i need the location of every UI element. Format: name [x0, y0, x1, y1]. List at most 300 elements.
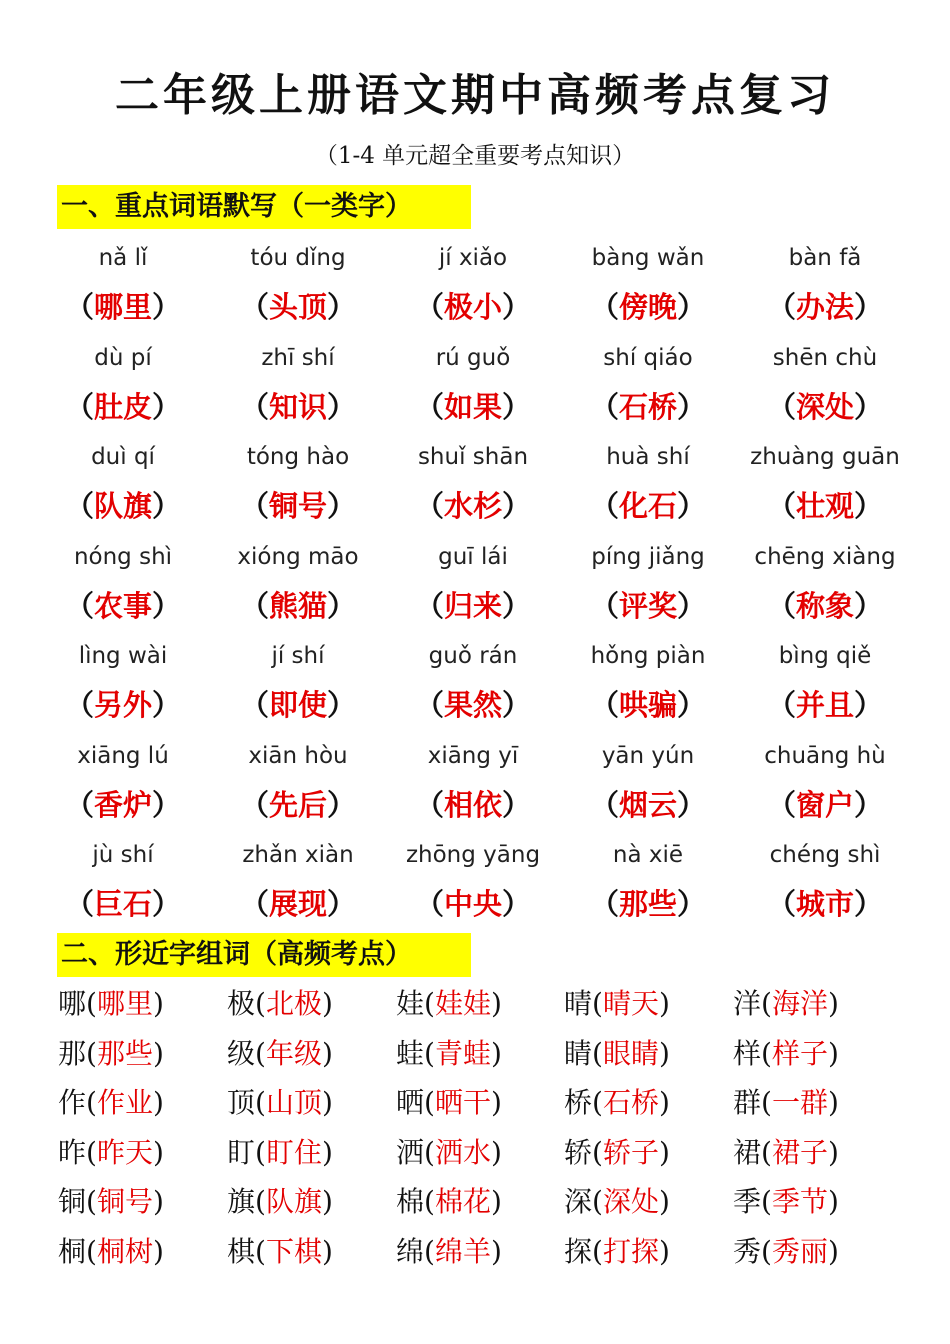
answer-word: 深处: [795, 389, 854, 424]
open-paren: （: [64, 588, 94, 623]
open-paren: (: [255, 1135, 266, 1169]
pinyin-label: yān yún: [601, 742, 695, 769]
vocabulary-answer: [560, 486, 736, 526]
open-paren: （: [64, 787, 94, 822]
close-paren: ): [152, 987, 164, 1020]
compound-word: 秀丽: [771, 1235, 828, 1268]
character: 哪: [58, 987, 87, 1020]
open-paren: （: [589, 290, 619, 324]
similar-character-entry: [396, 1232, 502, 1272]
pinyin-label: rú guǒ: [435, 344, 511, 371]
character: 桥: [564, 1086, 593, 1120]
similar-character-entry: [227, 1182, 333, 1222]
answer-word: 化石: [618, 489, 677, 523]
open-paren: (: [424, 1185, 435, 1219]
compound-word: 盯住: [265, 1135, 322, 1169]
character: 铜: [58, 1185, 87, 1219]
close-paren: ）: [152, 688, 182, 722]
close-paren: ): [658, 1086, 670, 1120]
close-paren: ）: [152, 787, 182, 822]
open-paren: （: [64, 887, 94, 921]
close-paren: ): [490, 1185, 502, 1219]
pinyin-label: zhǎn xiàn: [242, 842, 354, 868]
open-paren: （: [589, 787, 619, 822]
answer-word: 农事: [93, 588, 152, 623]
close-paren: ): [658, 987, 670, 1020]
open-paren: (: [761, 1185, 772, 1219]
character: 轿: [564, 1135, 593, 1169]
vocabulary-answer: [560, 785, 736, 825]
pinyin-label: hǒng piàn: [590, 643, 706, 669]
open-paren: (: [86, 1135, 97, 1169]
pinyin-label: tóu dǐng: [250, 245, 346, 271]
open-paren: （: [239, 688, 269, 722]
answer-word: 窗户: [795, 787, 854, 822]
close-paren: ）: [152, 389, 182, 424]
pinyin-label: zhuàng guān: [750, 444, 900, 470]
open-paren: (: [255, 1086, 266, 1120]
vocabulary-answer: [35, 586, 211, 626]
vocabulary-answer: [35, 486, 211, 526]
character: 群: [733, 1086, 762, 1120]
character: 晒: [396, 1086, 425, 1120]
similar-character-entry: [58, 1232, 164, 1272]
answer-word: 香炉: [93, 787, 152, 822]
open-paren: (: [86, 1086, 97, 1120]
answer-word: 石桥: [618, 389, 677, 424]
compound-word: 一群: [771, 1086, 828, 1120]
vocabulary-answer: [35, 387, 211, 427]
compound-word: 下棋: [265, 1235, 322, 1268]
close-paren: ): [827, 987, 839, 1020]
answer-word: 称象: [795, 588, 854, 623]
vocabulary-answer: [210, 884, 386, 924]
section-heading-vocabulary: 一、重点词语默写（一类字）: [57, 185, 471, 229]
close-paren: ): [490, 987, 502, 1020]
open-paren: (: [86, 1036, 97, 1070]
close-paren: ）: [152, 588, 182, 623]
similar-character-entry: [564, 1232, 670, 1272]
similar-character-entry: [564, 1133, 670, 1173]
open-paren: （: [239, 887, 269, 921]
close-paren: ）: [854, 787, 884, 822]
open-paren: （: [239, 787, 269, 822]
character: 旗: [227, 1185, 256, 1219]
pinyin-label: nà xiē: [612, 842, 684, 868]
close-paren: ): [658, 1036, 670, 1070]
vocabulary-answer: [737, 685, 913, 725]
close-paren: ）: [502, 489, 532, 523]
close-paren: ): [658, 1185, 670, 1219]
open-paren: (: [424, 987, 435, 1020]
open-paren: (: [761, 1036, 772, 1070]
similar-character-entry: [564, 1083, 670, 1123]
close-paren: ）: [152, 887, 182, 921]
compound-word: 石桥: [602, 1086, 659, 1120]
answer-word: 傍晚: [618, 290, 677, 324]
character: 昨: [58, 1135, 87, 1169]
similar-character-entry: [564, 984, 670, 1024]
compound-word: 海洋: [771, 987, 828, 1020]
vocabulary-answer: [560, 287, 736, 327]
close-paren: ）: [677, 290, 707, 324]
open-paren: (: [424, 1036, 435, 1070]
similar-character-entry: [396, 1083, 502, 1123]
close-paren: ): [658, 1235, 670, 1268]
open-paren: （: [589, 688, 619, 722]
similar-character-entry: [58, 1133, 164, 1173]
compound-word: 那些: [96, 1036, 153, 1070]
vocabulary-answer: [560, 685, 736, 725]
similar-character-entry: [58, 1034, 164, 1074]
close-paren: ）: [854, 688, 884, 722]
close-paren: ）: [327, 389, 357, 424]
open-paren: （: [414, 588, 444, 623]
open-paren: （: [64, 489, 94, 523]
open-paren: （: [239, 588, 269, 623]
compound-word: 季节: [771, 1185, 828, 1219]
open-paren: (: [255, 1036, 266, 1070]
open-paren: (: [592, 1135, 603, 1169]
close-paren: ): [321, 1086, 333, 1120]
character: 晴: [564, 987, 593, 1020]
similar-character-entry: [58, 1182, 164, 1222]
compound-word: 哪里: [96, 987, 153, 1020]
character: 深: [564, 1185, 593, 1219]
close-paren: ): [827, 1135, 839, 1169]
compound-word: 绵羊: [434, 1235, 491, 1268]
open-paren: (: [592, 1235, 603, 1268]
close-paren: ）: [152, 290, 182, 324]
close-paren: ): [490, 1036, 502, 1070]
compound-word: 晒干: [434, 1086, 491, 1120]
close-paren: ): [152, 1185, 164, 1219]
similar-character-entry: [227, 1083, 333, 1123]
close-paren: ): [827, 1235, 839, 1268]
vocabulary-answer: [35, 685, 211, 725]
pinyin-label: shí qiáo: [603, 344, 693, 371]
vocabulary-answer: [737, 884, 913, 924]
open-paren: （: [239, 389, 269, 424]
vocabulary-answer: [737, 785, 913, 825]
open-paren: （: [589, 389, 619, 424]
compound-word: 眼睛: [602, 1036, 659, 1070]
compound-word: 铜号: [96, 1185, 153, 1219]
similar-character-entry: [733, 1182, 839, 1222]
open-paren: (: [424, 1086, 435, 1120]
pinyin-label: tóng hào: [246, 444, 350, 470]
pinyin-label: xióng māo: [237, 543, 359, 570]
answer-word: 肚皮: [93, 389, 152, 424]
open-paren: (: [761, 1135, 772, 1169]
pinyin-label: chuāng hù: [764, 742, 886, 769]
close-paren: ）: [854, 588, 884, 623]
open-paren: (: [761, 987, 772, 1020]
pinyin-label: duì qí: [91, 444, 155, 470]
answer-word: 并且: [795, 688, 854, 722]
close-paren: ): [490, 1235, 502, 1268]
open-paren: （: [766, 389, 796, 424]
vocabulary-answer: [560, 884, 736, 924]
answer-word: 头顶: [268, 290, 327, 324]
vocabulary-answer: [385, 387, 561, 427]
close-paren: ）: [327, 787, 357, 822]
pinyin-label: jù shí: [92, 842, 154, 868]
vocabulary-answer: [737, 287, 913, 327]
pinyin-label: guǒ rán: [428, 643, 518, 669]
open-paren: (: [761, 1086, 772, 1120]
open-paren: （: [766, 787, 796, 822]
vocabulary-answer: [737, 486, 913, 526]
close-paren: ）: [327, 489, 357, 523]
close-paren: ）: [502, 588, 532, 623]
open-paren: (: [86, 1185, 97, 1219]
close-paren: ): [321, 1185, 333, 1219]
similar-character-entry: [227, 1232, 333, 1272]
close-paren: ): [152, 1235, 164, 1268]
page-title: 二年级上册语文期中高频考点复习: [115, 70, 835, 121]
vocabulary-answer: [385, 884, 561, 924]
answer-word: 中央: [443, 887, 502, 921]
character: 睛: [564, 1036, 593, 1070]
character: 洋: [733, 987, 762, 1020]
close-paren: ）: [854, 389, 884, 424]
close-paren: ）: [677, 389, 707, 424]
vocabulary-answer: [385, 785, 561, 825]
compound-word: 年级: [265, 1036, 322, 1070]
vocabulary-answer: [737, 586, 913, 626]
answer-word: 先后: [268, 787, 327, 822]
close-paren: ）: [502, 787, 532, 822]
pinyin-label: píng jiǎng: [591, 543, 705, 570]
compound-word: 洒水: [434, 1135, 491, 1169]
open-paren: （: [414, 787, 444, 822]
compound-word: 队旗: [265, 1185, 322, 1219]
character: 那: [58, 1036, 87, 1070]
similar-character-entry: [733, 1232, 839, 1272]
open-paren: （: [589, 489, 619, 523]
close-paren: ): [321, 1135, 333, 1169]
close-paren: ）: [677, 588, 707, 623]
close-paren: ）: [677, 887, 707, 921]
answer-word: 相依: [443, 787, 502, 822]
answer-word: 极小: [443, 290, 502, 324]
character: 级: [227, 1036, 256, 1070]
open-paren: (: [255, 987, 266, 1020]
close-paren: ): [827, 1086, 839, 1120]
close-paren: ): [827, 1185, 839, 1219]
character: 洒: [396, 1135, 425, 1169]
answer-word: 壮观: [795, 489, 854, 523]
pinyin-label: chéng shì: [769, 842, 881, 868]
pinyin-label: xiāng lú: [77, 742, 169, 769]
similar-character-entry: [733, 1083, 839, 1123]
open-paren: （: [414, 389, 444, 424]
compound-word: 打探: [602, 1235, 659, 1268]
similar-character-entry: [733, 1034, 839, 1074]
character: 样: [733, 1036, 762, 1070]
open-paren: （: [414, 489, 444, 523]
compound-word: 桐树: [96, 1235, 153, 1268]
answer-word: 展现: [268, 887, 327, 921]
close-paren: ）: [854, 290, 884, 324]
close-paren: ): [827, 1036, 839, 1070]
answer-word: 知识: [268, 389, 327, 424]
pinyin-label: bàn fǎ: [788, 245, 862, 271]
similar-character-entry: [227, 1133, 333, 1173]
character: 季: [733, 1185, 762, 1219]
open-paren: （: [766, 489, 796, 523]
close-paren: ): [490, 1135, 502, 1169]
compound-word: 晴天: [602, 987, 659, 1020]
pinyin-label: xiān hòu: [248, 742, 348, 769]
close-paren: ): [490, 1086, 502, 1120]
close-paren: ）: [854, 887, 884, 921]
answer-word: 水杉: [443, 489, 502, 523]
answer-word: 如果: [443, 389, 502, 424]
close-paren: ）: [502, 290, 532, 324]
close-paren: ）: [677, 489, 707, 523]
answer-word: 城市: [795, 887, 854, 921]
compound-word: 样子: [771, 1036, 828, 1070]
character: 棋: [227, 1235, 256, 1268]
open-paren: （: [64, 389, 94, 424]
pinyin-label: huà shí: [606, 444, 690, 470]
open-paren: （: [766, 887, 796, 921]
pinyin-label: zhī shí: [261, 344, 335, 371]
similar-character-entry: [396, 1034, 502, 1074]
open-paren: （: [414, 688, 444, 722]
pinyin-label: bàng wǎn: [591, 245, 705, 271]
character: 桐: [58, 1235, 87, 1268]
answer-word: 烟云: [618, 787, 677, 822]
similar-character-entry: [733, 984, 839, 1024]
vocabulary-answer: [35, 785, 211, 825]
compound-word: 棉花: [434, 1185, 491, 1219]
open-paren: (: [86, 987, 97, 1020]
similar-character-entry: [396, 984, 502, 1024]
close-paren: ): [152, 1135, 164, 1169]
close-paren: ）: [327, 588, 357, 623]
close-paren: ): [321, 987, 333, 1020]
close-paren: ）: [152, 489, 182, 523]
close-paren: ）: [502, 887, 532, 921]
open-paren: (: [255, 1235, 266, 1268]
pinyin-label: shuǐ shān: [417, 444, 529, 470]
compound-word: 轿子: [602, 1135, 659, 1169]
vocabulary-answer: [737, 387, 913, 427]
vocabulary-answer: [560, 586, 736, 626]
character: 棉: [396, 1185, 425, 1219]
answer-word: 即使: [268, 688, 327, 722]
open-paren: （: [64, 688, 94, 722]
close-paren: ）: [327, 887, 357, 921]
answer-word: 评奖: [618, 588, 677, 623]
open-paren: (: [424, 1135, 435, 1169]
vocabulary-answer: [35, 287, 211, 327]
close-paren: ）: [677, 787, 707, 822]
pinyin-label: jí shí: [271, 643, 325, 669]
similar-character-entry: [58, 1083, 164, 1123]
pinyin-label: nǎ lǐ: [98, 245, 148, 271]
vocabulary-answer: [385, 486, 561, 526]
open-paren: （: [414, 290, 444, 324]
close-paren: ): [658, 1135, 670, 1169]
close-paren: ）: [502, 688, 532, 722]
answer-word: 哄骗: [618, 688, 677, 722]
open-paren: （: [239, 290, 269, 324]
pinyin-label: xiāng yī: [427, 742, 519, 769]
close-paren: ）: [327, 290, 357, 324]
vocabulary-answer: [210, 785, 386, 825]
close-paren: ）: [502, 389, 532, 424]
open-paren: （: [64, 290, 94, 324]
answer-word: 那些: [618, 887, 677, 921]
similar-character-entry: [396, 1182, 502, 1222]
vocabulary-answer: [210, 685, 386, 725]
open-paren: （: [589, 887, 619, 921]
close-paren: ）: [327, 688, 357, 722]
compound-word: 裙子: [771, 1135, 828, 1169]
open-paren: (: [592, 987, 603, 1020]
open-paren: （: [766, 588, 796, 623]
answer-word: 果然: [443, 688, 502, 722]
open-paren: (: [592, 1036, 603, 1070]
similar-character-entry: [396, 1133, 502, 1173]
character: 蛙: [396, 1036, 425, 1070]
close-paren: ): [152, 1086, 164, 1120]
similar-character-entry: [733, 1133, 839, 1173]
section-heading-similar-characters: 二、形近字组词（高频考点）: [57, 933, 471, 977]
character: 娃: [396, 987, 425, 1020]
close-paren: ): [321, 1235, 333, 1268]
open-paren: (: [86, 1235, 97, 1268]
compound-word: 作业: [96, 1086, 153, 1120]
vocabulary-answer: [385, 685, 561, 725]
similar-character-entry: [227, 984, 333, 1024]
compound-word: 山顶: [265, 1086, 322, 1120]
open-paren: (: [761, 1235, 772, 1268]
pinyin-label: bìng qiě: [778, 643, 872, 669]
compound-word: 娃娃: [434, 987, 491, 1020]
pinyin-label: nóng shì: [73, 543, 173, 570]
similar-character-entry: [564, 1182, 670, 1222]
character: 裙: [733, 1135, 762, 1169]
similar-character-entry: [58, 984, 164, 1024]
vocabulary-answer: [210, 486, 386, 526]
pinyin-label: shēn chù: [772, 344, 878, 371]
answer-word: 队旗: [93, 489, 152, 523]
open-paren: （: [414, 887, 444, 921]
compound-word: 昨天: [96, 1135, 153, 1169]
open-paren: （: [589, 588, 619, 623]
answer-word: 巨石: [93, 887, 152, 921]
vocabulary-answer: [35, 884, 211, 924]
vocabulary-answer: [210, 586, 386, 626]
open-paren: (: [255, 1185, 266, 1219]
character: 探: [564, 1235, 593, 1268]
character: 极: [227, 987, 256, 1020]
character: 绵: [396, 1235, 425, 1268]
answer-word: 另外: [93, 688, 152, 722]
page-subtitle: （1-4 单元超全重要考点知识）: [314, 143, 636, 169]
character: 盯: [227, 1135, 256, 1169]
character: 顶: [227, 1086, 256, 1120]
open-paren: (: [424, 1235, 435, 1268]
close-paren: ）: [677, 688, 707, 722]
answer-word: 铜号: [268, 489, 327, 523]
pinyin-label: jí xiǎo: [438, 245, 508, 271]
